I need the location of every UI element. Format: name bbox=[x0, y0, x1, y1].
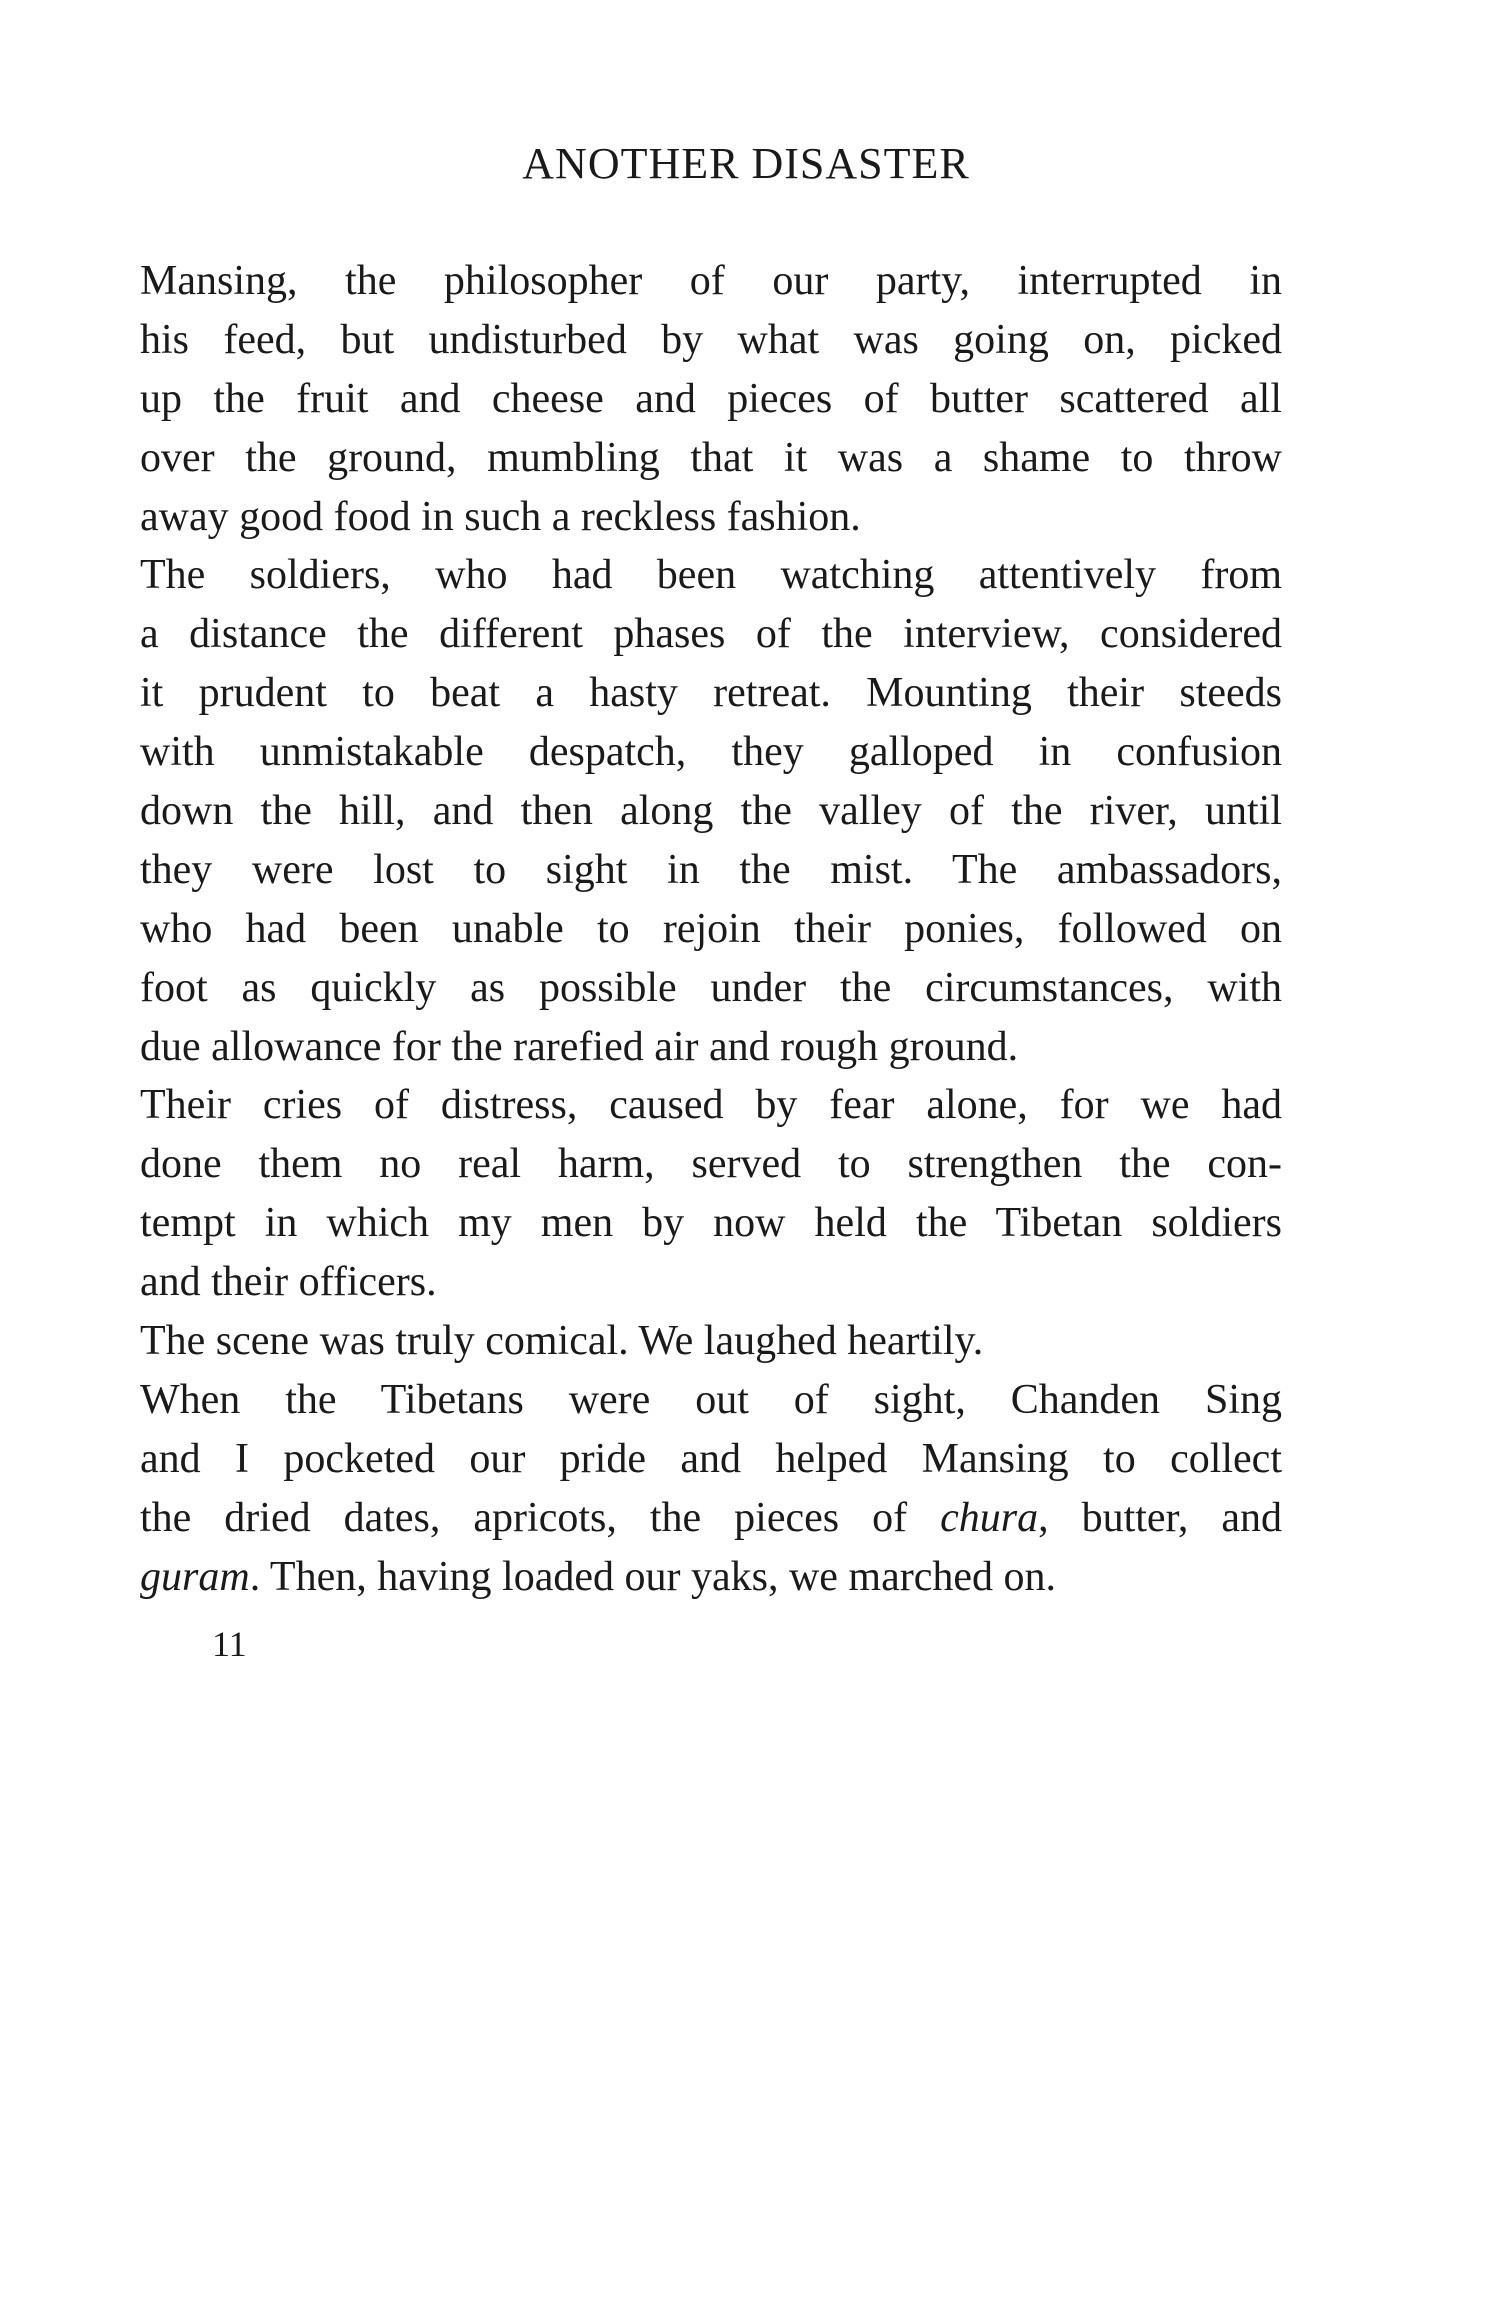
text-line bbox=[140, 1371, 1282, 1430]
text-segment: who had been unable to rejoin their ponies, followed on bbox=[140, 905, 1282, 952]
text-line bbox=[140, 664, 1282, 723]
text-line bbox=[140, 959, 1282, 1018]
text-line bbox=[140, 1430, 1282, 1489]
text-line bbox=[140, 1076, 1282, 1135]
text-segment: over the ground, mumbling that it was a shame to throw bbox=[140, 434, 1282, 481]
text-segment: due allowance for the rarefied air and rough ground. bbox=[140, 1023, 1019, 1070]
text-segment: Mansing, the philosopher of our party, interrupted in bbox=[140, 258, 1282, 304]
text-segment: The soldiers, who had been watching attentively from bbox=[140, 552, 1282, 599]
text-segment: The scene was truly comical. We laughed heartily. bbox=[140, 1318, 984, 1365]
text-line bbox=[140, 723, 1282, 782]
paragraph bbox=[140, 1076, 1282, 1312]
text-line bbox=[140, 546, 1282, 605]
text-line bbox=[140, 252, 1282, 311]
text-segment: with unmistakable despatch, they galloped in confusion bbox=[140, 729, 1282, 776]
text-segment: they were lost to sight in the mist. The ambassadors, bbox=[140, 846, 1282, 893]
page-number: 11 bbox=[212, 1624, 247, 1664]
italic-word: guram bbox=[140, 1553, 250, 1600]
paragraph bbox=[140, 546, 1282, 1076]
text-segment: the dried dates, apricots, the pieces of bbox=[140, 1494, 941, 1541]
text-line bbox=[140, 488, 1282, 547]
text-segment: and their officers. bbox=[140, 1259, 437, 1306]
text-line bbox=[140, 900, 1282, 959]
body-text bbox=[140, 252, 1282, 1606]
text-line bbox=[140, 605, 1282, 664]
text-line bbox=[140, 1018, 1282, 1077]
text-segment: and I pocketed our pride and helped Mansing to collect bbox=[140, 1435, 1282, 1482]
running-head: ANOTHER DISASTER bbox=[522, 139, 970, 188]
text-segment: it prudent to beat a hasty retreat. Mounting their steeds bbox=[140, 670, 1282, 717]
text-segment: his feed, but undisturbed by what was going on, picked bbox=[140, 316, 1282, 363]
paragraph bbox=[140, 1312, 1282, 1371]
text-segment: . Then, having loaded our yaks, we marched on. bbox=[249, 1553, 1057, 1600]
text-segment: , butter, and bbox=[1038, 1494, 1282, 1541]
text-line bbox=[140, 1489, 1282, 1548]
text-segment: up the fruit and cheese and pieces of butter scattered all bbox=[140, 375, 1282, 422]
text-segment: tempt in which my men by now held the Tibetan soldiers bbox=[140, 1200, 1282, 1247]
text-line bbox=[140, 1135, 1282, 1194]
text-line bbox=[140, 1194, 1282, 1253]
text-line bbox=[140, 1253, 1282, 1312]
text-segment: a distance the different phases of the interview, considered bbox=[140, 611, 1282, 658]
text-line bbox=[140, 1548, 1282, 1607]
text-line bbox=[140, 311, 1282, 370]
text-line bbox=[140, 370, 1282, 429]
text-segment: done them no real harm, served to strengthen the con- bbox=[140, 1141, 1282, 1188]
paragraph bbox=[140, 252, 1282, 546]
italic-word: chura bbox=[940, 1494, 1039, 1541]
text-segment: down the hill, and then along the valley of the river, until bbox=[140, 788, 1282, 835]
text-segment: foot as quickly as possible under the circumstances, with bbox=[140, 964, 1282, 1011]
paragraph bbox=[140, 1371, 1282, 1607]
text-line bbox=[140, 782, 1282, 841]
text-line bbox=[140, 1312, 1282, 1371]
text-segment: away good food in such a reckless fashion. bbox=[140, 493, 861, 540]
text-line bbox=[140, 429, 1282, 488]
text-segment: Their cries of distress, caused by fear alone, for we had bbox=[140, 1082, 1282, 1129]
text-segment: When the Tibetans were out of sight, Chanden Sing bbox=[140, 1376, 1282, 1423]
text-line bbox=[140, 841, 1282, 900]
